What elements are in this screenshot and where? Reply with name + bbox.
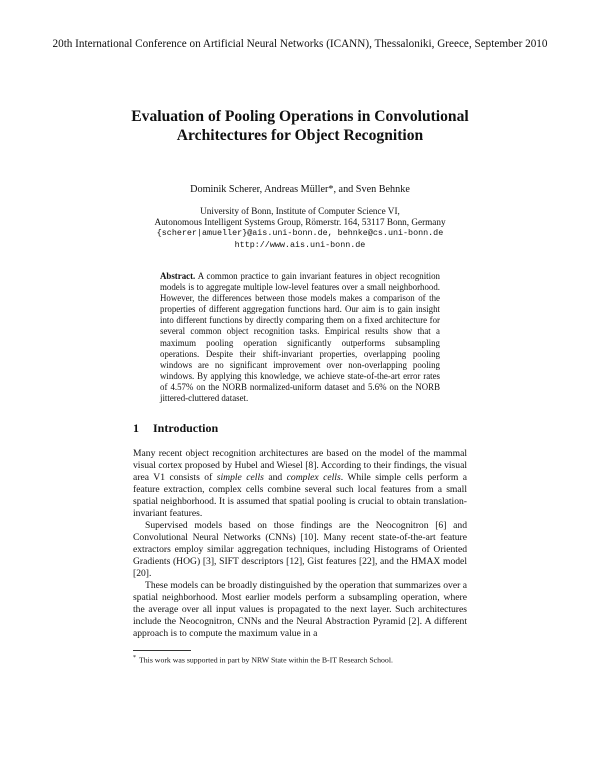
author-emails: {scherer|amueller}@ais.uni-bonn.de, behnke@cs.uni-bonn.de — [156, 228, 444, 239]
abstract — [160, 271, 440, 404]
affiliation-block — [0, 206, 600, 251]
section-number: 1 — [133, 421, 139, 435]
footnote-rule — [133, 650, 191, 651]
introduction-body — [133, 448, 467, 640]
group-url[interactable]: http://www.ais.uni-bonn.de — [234, 239, 366, 250]
footnote-text: This work was supported in part by NRW State within the B-IT Research School. — [139, 655, 393, 665]
abstract-label: Abstract. — [160, 271, 196, 281]
section-heading — [133, 421, 218, 436]
paragraph-1-text-c: . While simple cells perform a feature extraction, complex cells combine several such local features from a small spatial neighborhood. It is assumed that spatial pooling is crucial to obtain translation-invariant features. — [133, 472, 468, 519]
section-title: Introduction — [153, 421, 219, 435]
emphasis-simple-cells: simple cells — [216, 472, 264, 483]
paper-title: Evaluation of Pooling Operations in Convolutional Architectures for Object Recognition — [131, 108, 469, 144]
conference-header: 20th International Conference on Artificial Neural Networks (ICANN), Thessaloniki, Greece, September 2010 — [52, 38, 548, 50]
footnote — [133, 655, 467, 665]
author-list: Dominik Scherer, Andreas Müller*, and Sven Behnke — [190, 184, 410, 195]
paragraph-1 — [133, 448, 467, 520]
paragraph-1-text-b: and — [263, 472, 287, 483]
affiliation-line-1: University of Bonn, Institute of Computer Science VI, — [200, 206, 400, 216]
paragraph-1-text-a: Many recent object recognition architectures are based on the model of the mammal visual cortex proposed by Hubel and Wiesel [8]. According to their findings, the visual area V1 consists of — [133, 448, 467, 483]
footnote-mark: * — [133, 655, 136, 661]
abstract-text: A common practice to gain invariant features in object recognition models is to aggregate multiple low-level features over a small neighborhood. However, the differences between those models makes a comparison of the properties of different aggregation functions hard. Our aim is to gain insight into different functions by directly comparing them on a fixed architecture for several common object recognition tasks. Empirical results show that a maximum pooling operation significantly outperforms subsampling operations. Despite their shift-invariant properties, overlapping pooling windows are no significant improvement over non-overlapping pooling windows. By applying this knowledge, we achieve state-of-the-art error rates of 4.57% on the NORB normalized-uniform dataset and 5.6% on the NORB jittered-cluttered dataset. — [160, 271, 440, 404]
emphasis-complex-cells: complex cells — [286, 472, 341, 483]
paragraph-3: These models can be broadly distinguished by the operation that summarizes over a spatial neighborhood. Most earlier models perform a subsampling operation, where the average over all input values is propagated to the next layer. Such architectures include the Neocognitron, CNNs and the Neural Abstraction Pyramid [2]. A different approach is to compute the maximum value in a — [133, 580, 467, 639]
paragraph-2: Supervised models based on those findings are the Neocognitron [6] and Convolutional Neural Networks (CNNs) [10]. Many recent state-of-the-art feature extractors employ similar aggregation techniques, including Histograms of Oriented Gradients (HOG) [3], SIFT descriptors [12], Gist features [22], and the HMAX model [20]. — [133, 520, 467, 579]
affiliation-line-2: Autonomous Intelligent Systems Group, Römerstr. 164, 53117 Bonn, Germany — [154, 217, 446, 228]
